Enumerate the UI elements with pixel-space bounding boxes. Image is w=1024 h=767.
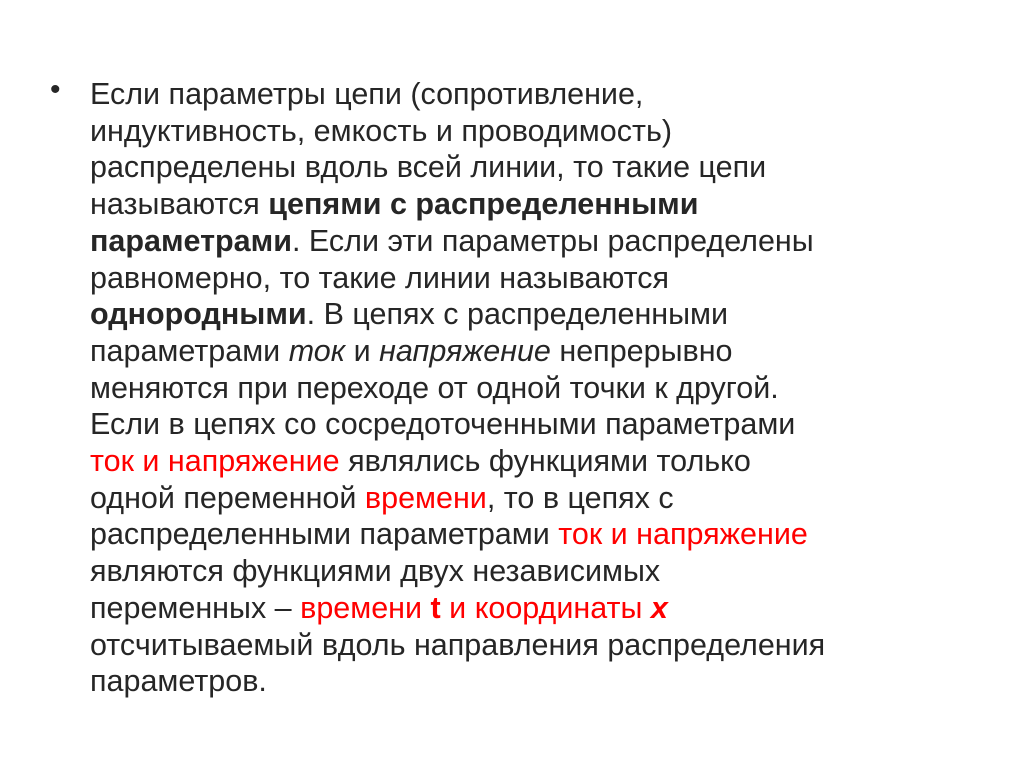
text-line — [90, 516, 970, 553]
highlighted-term: ток и напряжение — [90, 444, 340, 479]
text-run: являются функциями двух независимых — [90, 554, 661, 589]
text-run: непрерывно — [550, 333, 733, 368]
text-run: параметров. — [90, 664, 267, 699]
text-line — [90, 663, 970, 700]
highlighted-term: x — [650, 590, 668, 625]
text-line — [90, 296, 970, 333]
text-line — [90, 553, 970, 590]
highlighted-term: t — [430, 590, 441, 625]
text-run: распределены вдоль всей линии, то такие цепи — [90, 150, 767, 185]
text-run: и — [345, 333, 380, 368]
text-line — [90, 76, 970, 113]
text-line — [90, 333, 970, 370]
highlighted-term: и координаты — [440, 590, 651, 625]
text-run: меняются при переходе от одной точки к другой. — [90, 370, 779, 405]
text-line — [90, 149, 970, 186]
text-run: называются — [90, 187, 269, 222]
text-line — [90, 590, 970, 627]
text-line — [90, 370, 970, 407]
bold-term: параметрами — [90, 223, 292, 258]
text-line — [90, 223, 970, 260]
text-run: . Если эти параметры распределены — [291, 223, 814, 258]
text-run: распределенными параметрами — [90, 517, 559, 552]
text-run: являлись функциями только — [339, 444, 751, 479]
text-run: , то в цепях с — [486, 480, 674, 515]
body-text — [90, 76, 970, 700]
text-run: индуктивность, емкость и проводимость) — [90, 113, 672, 148]
text-line — [90, 260, 970, 297]
text-run: Если параметры цепи (сопротивление, — [90, 77, 644, 111]
italic-term: ток — [288, 333, 346, 368]
text-line — [90, 113, 970, 150]
bold-term: цепями с распределенными — [268, 187, 699, 222]
bullet-point: • — [50, 73, 61, 106]
text-line — [90, 406, 970, 443]
text-line — [90, 443, 970, 480]
italic-term: напряжение — [379, 333, 551, 368]
text-run: переменных – — [90, 590, 301, 625]
text-line — [90, 186, 970, 223]
text-run: . В цепях с распределенными — [306, 297, 729, 332]
text-run: одной переменной — [90, 480, 365, 515]
text-run: отсчитываемый вдоль направления распределения — [90, 627, 826, 662]
text-run: параметрами — [90, 333, 289, 368]
highlighted-term: ток и напряжение — [558, 517, 808, 552]
text-run: Если в цепях со сосредоточенными параметрами — [90, 407, 796, 442]
text-run: равномерно, то такие линии называются — [90, 260, 670, 295]
highlighted-term: времени — [300, 590, 431, 625]
highlighted-term: времени — [364, 480, 487, 515]
bold-term: однородными — [90, 297, 307, 332]
text-line — [90, 627, 970, 664]
text-line — [90, 480, 970, 517]
